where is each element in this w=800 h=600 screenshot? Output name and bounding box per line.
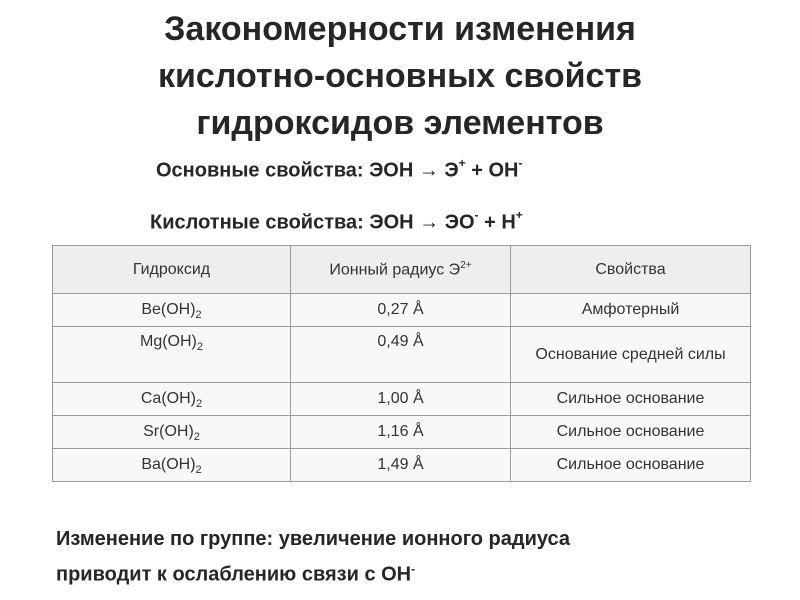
radius-cell: 1,49 Å bbox=[291, 449, 511, 482]
table-row bbox=[53, 416, 751, 449]
property-cell: Амфотерный bbox=[511, 294, 751, 327]
basic-properties-equation bbox=[156, 158, 522, 183]
basic-label: Основные свойства: bbox=[156, 159, 364, 182]
acidic-anion-charge: - bbox=[474, 208, 479, 222]
property-cell: Основание средней силы bbox=[511, 327, 751, 383]
radius-cell: 0,49 Å bbox=[291, 327, 511, 383]
hydroxide-cell bbox=[53, 327, 291, 383]
acidic-cation-charge: + bbox=[515, 208, 523, 222]
header-hydroxide: Гидроксид bbox=[53, 246, 291, 294]
conclusion-line-2 bbox=[56, 554, 570, 590]
conclusion-line-2-text: приводит к ослаблению связи с ОН bbox=[56, 563, 412, 586]
basic-reaction: ЭОН → Э bbox=[369, 159, 459, 182]
header-ionic-radius bbox=[291, 246, 511, 294]
header-ionic-radius-charge: 2+ bbox=[460, 259, 472, 271]
title-line-3: гидроксидов элементов bbox=[196, 104, 604, 142]
hydroxide-cell bbox=[53, 416, 291, 449]
hydroxides-table bbox=[52, 245, 751, 482]
conclusion-charge: - bbox=[411, 562, 416, 576]
formula-subscript: 2 bbox=[195, 397, 203, 410]
title-line-2: кислотно-основных свойств bbox=[157, 57, 643, 95]
formula: Ca(OH) bbox=[140, 389, 196, 407]
table-row bbox=[53, 383, 751, 416]
table-header-row bbox=[53, 246, 751, 294]
acidic-label: Кислотные свойства: bbox=[150, 211, 364, 234]
acidic-reaction: ЭОН → ЭО bbox=[369, 211, 475, 234]
radius-cell: 1,00 Å bbox=[291, 383, 511, 416]
formula-subscript: 2 bbox=[195, 463, 202, 476]
formula-subscript: 2 bbox=[196, 341, 203, 353]
formula-subscript: 2 bbox=[193, 430, 200, 443]
hydroxide-cell bbox=[53, 294, 291, 327]
table-row bbox=[53, 449, 751, 482]
header-ionic-radius-label: Ионный радиус Э bbox=[329, 261, 461, 279]
acidic-proton: + Н bbox=[478, 211, 516, 234]
basic-anion-charge: - bbox=[518, 156, 523, 170]
property-cell: Сильное основание bbox=[511, 416, 751, 449]
table-row bbox=[53, 327, 751, 383]
property-cell: Сильное основание bbox=[511, 383, 751, 416]
formula: Sr(OH) bbox=[143, 422, 194, 440]
formula: Mg(OH) bbox=[139, 333, 197, 350]
conclusion-line-1: Изменение по группе: увеличение ионного радиуса bbox=[56, 528, 570, 550]
basic-hydroxide: + ОН bbox=[465, 159, 519, 182]
title-line-1: Закономерности изменения bbox=[164, 10, 636, 48]
table-row bbox=[53, 294, 751, 327]
radius-cell: 0,27 Å bbox=[291, 294, 511, 327]
formula-subscript: 2 bbox=[195, 308, 202, 321]
formula: Ba(OH) bbox=[141, 455, 196, 473]
formula: Be(OH) bbox=[141, 300, 196, 318]
slide-title bbox=[0, 6, 800, 147]
radius-cell: 1,16 Å bbox=[291, 416, 511, 449]
conclusion-text bbox=[56, 524, 570, 590]
hydroxide-cell bbox=[53, 449, 291, 482]
hydroxide-cell bbox=[53, 383, 291, 416]
header-properties: Свойства bbox=[511, 246, 751, 294]
property-cell: Сильное основание bbox=[511, 449, 751, 482]
basic-cation-charge: + bbox=[458, 156, 466, 170]
acidic-properties-equation bbox=[150, 210, 523, 235]
